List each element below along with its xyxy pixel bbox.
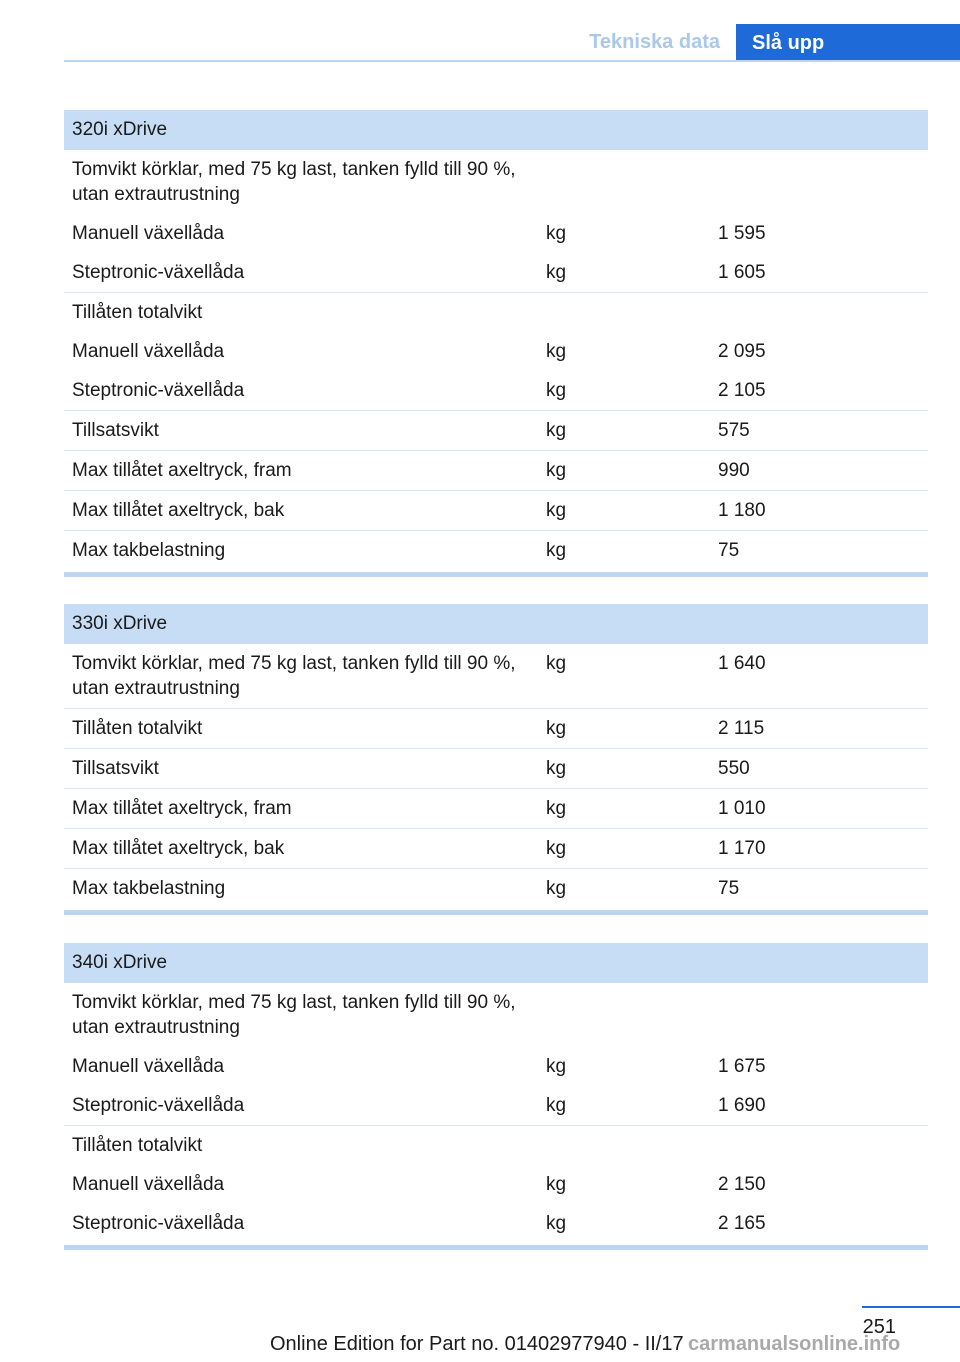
row-label: Manuell växellåda (72, 341, 225, 362)
table-title: 330i xDrive (64, 604, 928, 644)
row-label: Max tillåtet axeltryck, fram (72, 460, 292, 481)
row-label: Max takbelastning (72, 878, 226, 899)
row-label: Tillåten totalvikt (72, 1135, 203, 1156)
row-unit (538, 990, 710, 1040)
table-row (64, 1204, 928, 1243)
table-row (64, 1086, 928, 1125)
row-value: 75 (718, 878, 740, 899)
page-number: 251 (862, 1316, 896, 1338)
row-label: Tillsatsvikt (72, 758, 159, 779)
row-label: Manuell växellåda (72, 223, 225, 244)
row-unit: kg (546, 420, 567, 441)
row-value: 2 115 (718, 718, 765, 739)
spec-table-320i (64, 110, 928, 577)
table-row (64, 490, 928, 530)
row-unit: kg (546, 838, 567, 859)
table-title: 320i xDrive (64, 110, 928, 150)
table-row (64, 292, 928, 332)
table-row (64, 644, 928, 708)
table-row (64, 868, 928, 908)
row-unit: kg (546, 1095, 567, 1116)
row-label: Manuell växellåda (72, 1174, 225, 1195)
section-tab[interactable]: Tekniska data (589, 31, 720, 53)
row-unit: kg (546, 223, 567, 244)
table-row (64, 450, 928, 490)
watermark-text: carmanualsonline.info (688, 1333, 901, 1355)
row-unit: kg (546, 380, 567, 401)
header-divider (64, 60, 960, 62)
row-unit: kg (546, 798, 567, 819)
table-row (64, 332, 928, 371)
table-title: 340i xDrive (64, 943, 928, 983)
row-label: Max tillåtet axeltryck, bak (72, 500, 285, 521)
row-unit: kg (546, 460, 567, 481)
table-end-rule (64, 572, 928, 577)
table-row (64, 708, 928, 748)
row-unit: kg (546, 341, 567, 362)
row-unit (538, 300, 710, 325)
row-label: Tomvikt körklar, med 75 kg last, tanken fylld till 90 %, utan extrautrustning (72, 992, 516, 1038)
row-label: Tomvikt körklar, med 75 kg last, tanken fylld till 90 %, utan extrautrustning (72, 159, 516, 205)
row-value: 1 690 (718, 1095, 766, 1116)
table-row (64, 214, 928, 253)
row-label: Tomvikt körklar, med 75 kg last, tanken fylld till 90 %, utan extrautrustning (72, 653, 516, 699)
row-value: 2 150 (718, 1174, 766, 1195)
row-label: Tillåten totalvikt (72, 718, 203, 739)
table-row (64, 530, 928, 570)
row-value: 2 095 (718, 341, 766, 362)
row-value (710, 990, 928, 1040)
row-value: 550 (718, 758, 750, 779)
row-value (710, 1133, 928, 1158)
row-label: Steptronic-växellåda (72, 380, 245, 401)
row-label: Manuell växellåda (72, 1056, 225, 1077)
row-unit: kg (546, 262, 567, 283)
table-end-rule (64, 910, 928, 915)
row-label: Steptronic-växellåda (72, 1213, 245, 1234)
row-value: 1 675 (718, 1056, 766, 1077)
row-label: Max tillåtet axeltryck, fram (72, 798, 292, 819)
row-unit: kg (546, 540, 567, 561)
spec-table-340i (64, 943, 928, 1250)
page-header (0, 0, 960, 62)
row-value: 1 595 (718, 223, 766, 244)
row-unit: kg (546, 878, 567, 899)
table-row (64, 983, 928, 1047)
row-value: 75 (718, 540, 740, 561)
row-value (710, 300, 928, 325)
row-label: Max takbelastning (72, 540, 226, 561)
row-unit: kg (546, 1056, 567, 1077)
row-value: 1 170 (718, 838, 766, 859)
table-row (64, 1047, 928, 1086)
table-row (64, 748, 928, 788)
table-row (64, 828, 928, 868)
row-value: 1 605 (718, 262, 766, 283)
lookup-tab[interactable]: Slå upp (736, 24, 960, 62)
row-unit: kg (546, 653, 567, 674)
row-label: Tillåten totalvikt (72, 302, 203, 323)
row-unit (538, 157, 710, 207)
table-row (64, 410, 928, 450)
table-row (64, 371, 928, 410)
table-row (64, 150, 928, 214)
row-label: Steptronic-växellåda (72, 1095, 245, 1116)
row-unit: kg (546, 1213, 567, 1234)
row-label: Max tillåtet axeltryck, bak (72, 838, 285, 859)
row-unit: kg (546, 500, 567, 521)
footer-divider (862, 1306, 960, 1308)
row-label: Tillsatsvikt (72, 420, 159, 441)
table-row (64, 1125, 928, 1165)
table-row (64, 253, 928, 292)
table-end-rule (64, 1245, 928, 1250)
row-unit: kg (546, 758, 567, 779)
row-value: 1 180 (718, 500, 766, 521)
row-unit: kg (546, 1174, 567, 1195)
row-value: 2 165 (718, 1213, 766, 1234)
row-unit: kg (546, 718, 567, 739)
row-unit (538, 1133, 710, 1158)
row-value: 575 (718, 420, 750, 441)
row-value (710, 157, 928, 207)
row-label: Steptronic-växellåda (72, 262, 245, 283)
row-value: 990 (718, 460, 750, 481)
table-row (64, 1165, 928, 1204)
row-value: 2 105 (718, 380, 766, 401)
edition-text: Online Edition for Part no. 01402977940 - II/17 (270, 1333, 684, 1355)
row-value: 1 640 (718, 653, 766, 674)
row-value: 1 010 (718, 798, 766, 819)
table-row (64, 788, 928, 828)
spec-table-330i (64, 604, 928, 915)
